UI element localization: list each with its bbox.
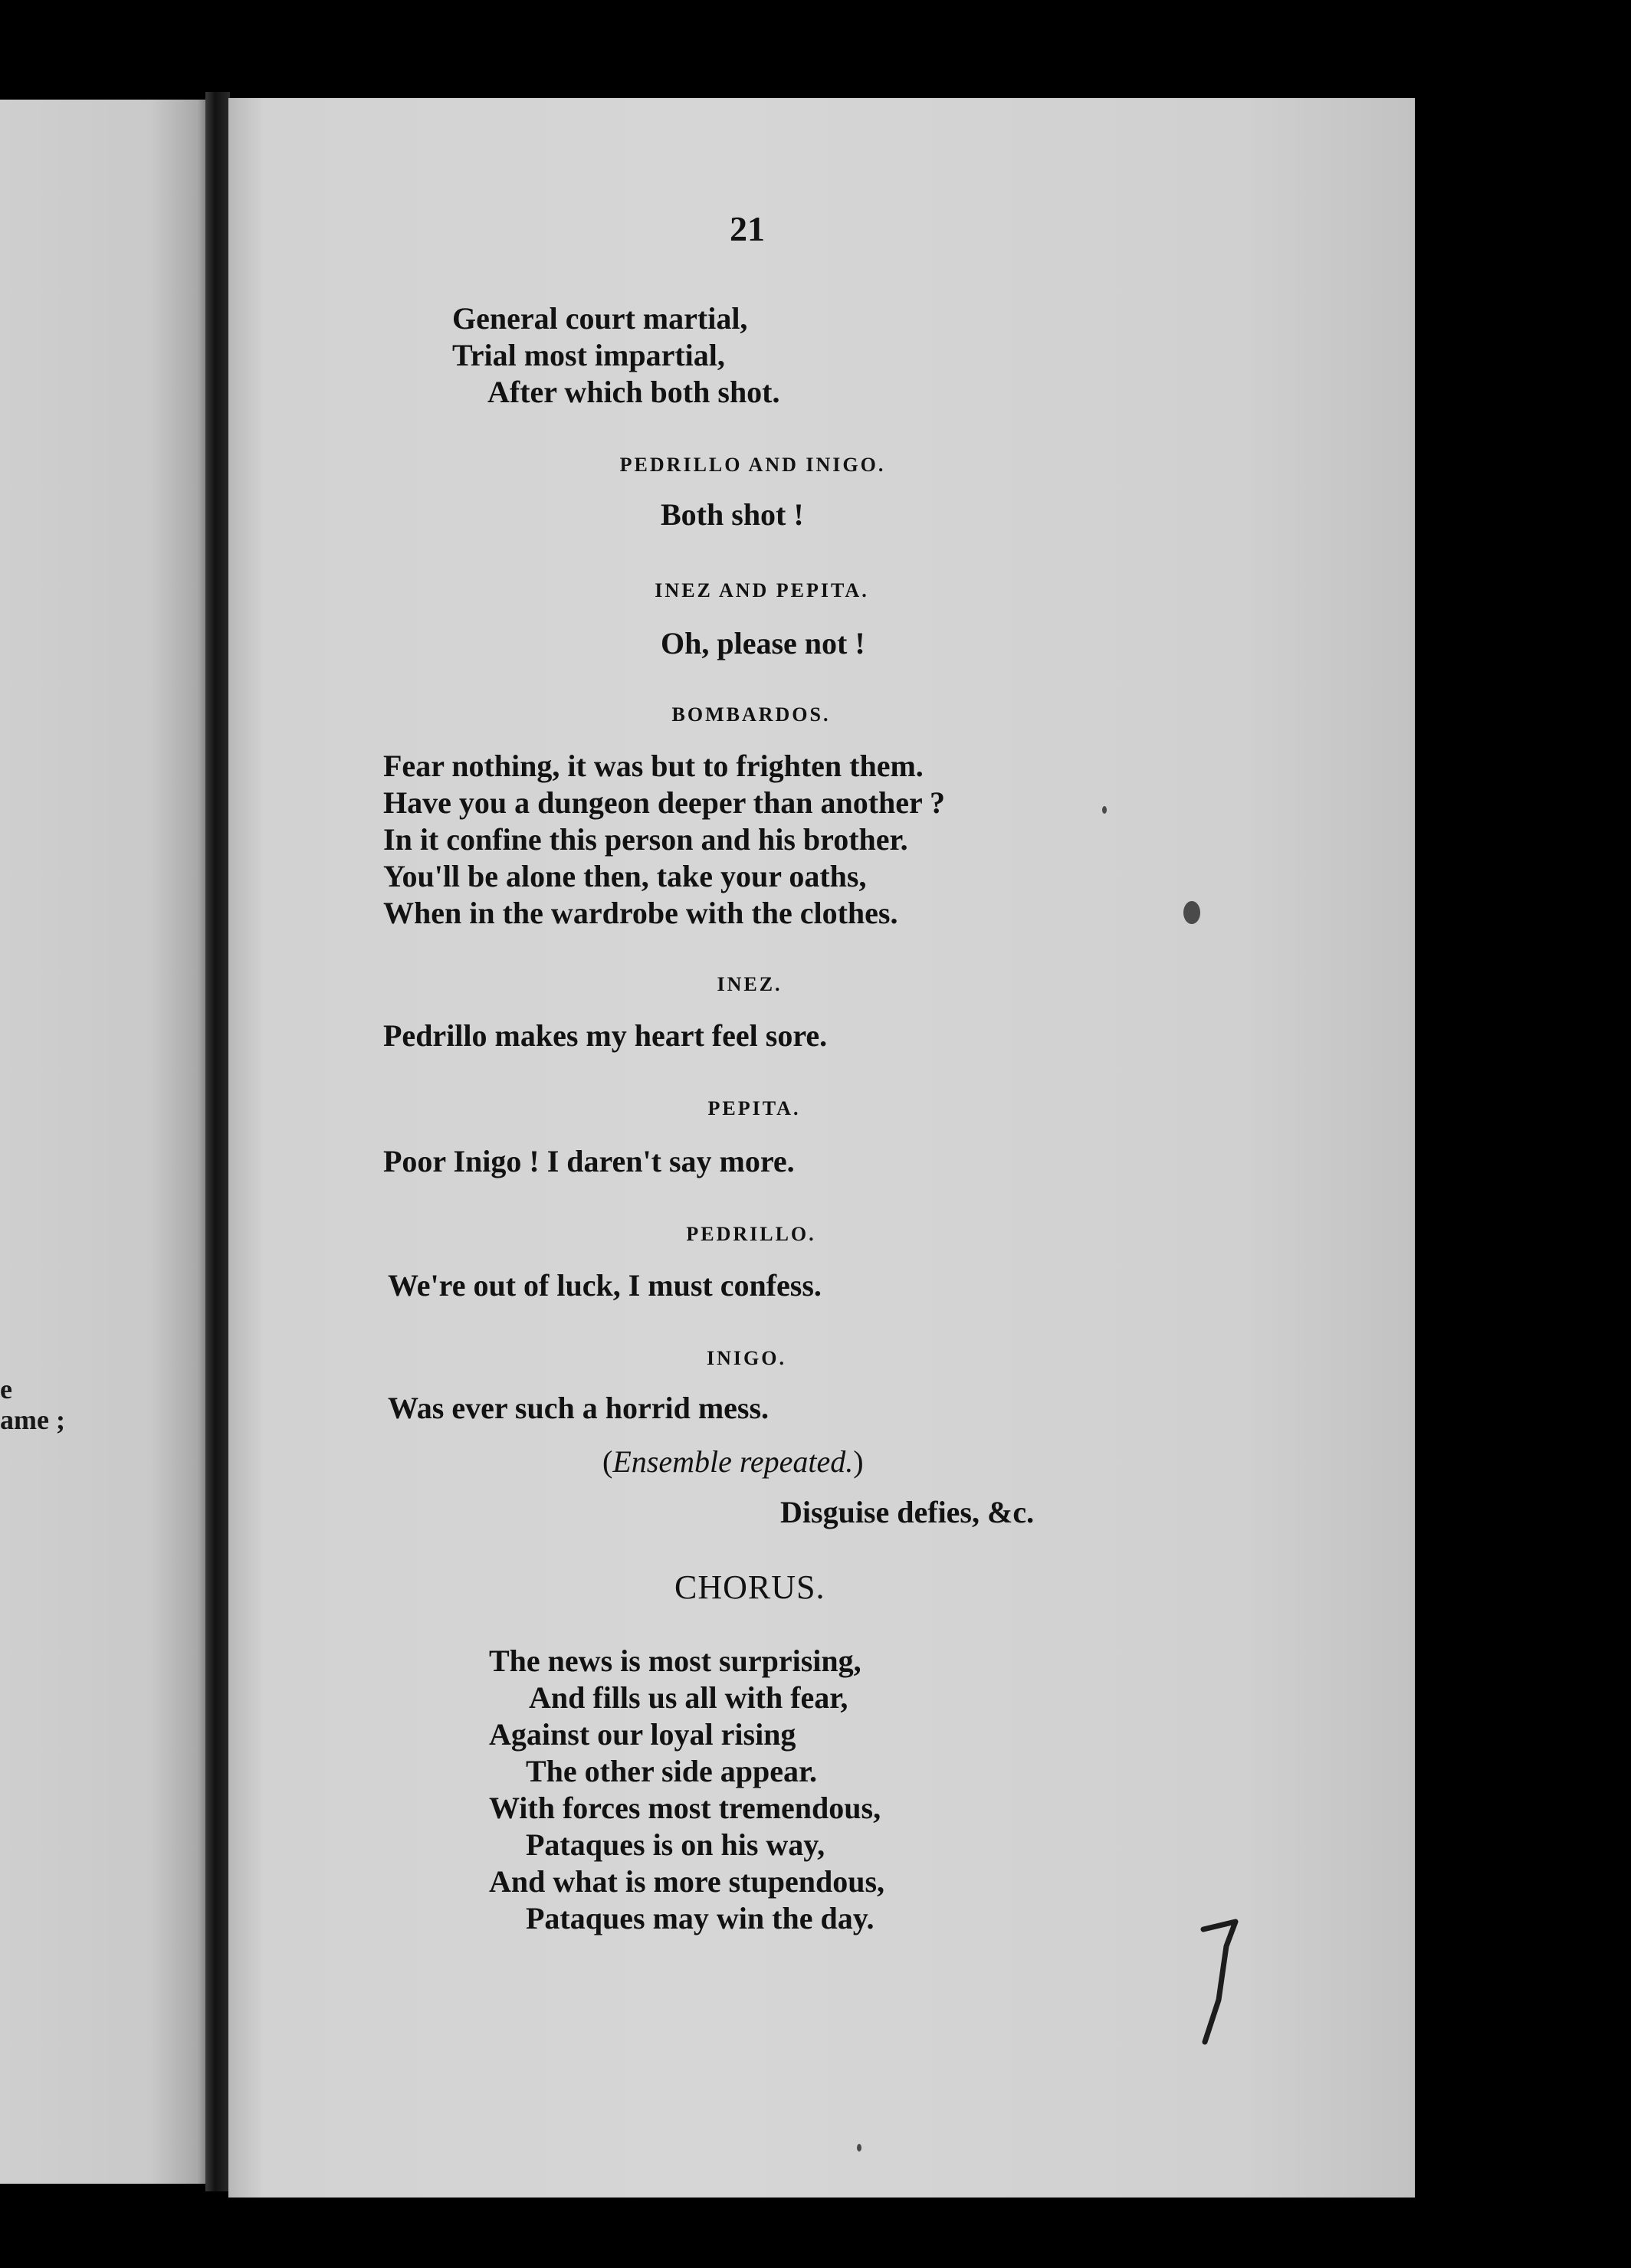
- speaker-heading: PEDRILLO AND INIGO.: [619, 454, 886, 476]
- ink-speck: [1102, 806, 1107, 814]
- dialogue-line: Was ever such a horrid mess.: [388, 1391, 770, 1425]
- dialogue-line: When in the wardrobe with the clothes.: [383, 896, 898, 930]
- previous-page-fragment: ame ;: [0, 1404, 65, 1435]
- dialogue-line: In it confine this person and his brother.: [383, 822, 908, 857]
- ink-blot: [1183, 901, 1200, 924]
- ink-speck: [857, 2144, 861, 2152]
- chorus-line: The other side appear.: [526, 1754, 818, 1788]
- dialogue-line: Have you a dungeon deeper than another ?: [383, 785, 946, 820]
- chorus-line: And fills us all with fear,: [529, 1680, 848, 1715]
- chorus-line: With forces most tremendous,: [489, 1791, 881, 1825]
- verse-line: After which both shot.: [487, 375, 780, 409]
- speaker-heading: INEZ AND PEPITA.: [655, 579, 869, 601]
- stage-direction-open: (: [602, 1444, 613, 1479]
- speaker-heading: PEPITA.: [707, 1097, 801, 1119]
- speaker-heading: INIGO.: [707, 1347, 786, 1369]
- book-gutter: [205, 92, 230, 2191]
- chorus-line: Against our loyal rising: [489, 1717, 796, 1752]
- speaker-heading: PEDRILLO.: [686, 1223, 816, 1245]
- stage-direction-close: ): [853, 1444, 864, 1479]
- speaker-heading: BOMBARDOS.: [671, 703, 831, 726]
- chorus-line: Pataques may win the day.: [526, 1901, 875, 1935]
- pencil-mark: [1196, 1916, 1257, 2053]
- dialogue-line: Both shot !: [661, 497, 804, 532]
- chorus-line: The news is most surprising,: [489, 1644, 861, 1678]
- stage-direction-text: Ensemble repeated.: [612, 1444, 854, 1479]
- verse-line: Trial most impartial,: [452, 338, 725, 372]
- chorus-heading: CHORUS.: [674, 1568, 825, 1606]
- verse-line: General court martial,: [452, 301, 748, 336]
- speaker-heading: INEZ.: [717, 973, 783, 995]
- dialogue-line: We're out of luck, I must confess.: [388, 1268, 822, 1303]
- dialogue-line: Oh, please not !: [661, 626, 865, 660]
- previous-page: [0, 100, 215, 2184]
- stage-direction: [602, 1444, 864, 1480]
- chorus-line: Pataques is on his way,: [526, 1827, 825, 1862]
- page-number: 21: [730, 209, 765, 248]
- chorus-line: And what is more stupendous,: [489, 1864, 885, 1899]
- repeat-cue: Disguise defies, &c.: [780, 1495, 1035, 1529]
- dialogue-line: Poor Inigo ! I daren't say more.: [383, 1144, 795, 1178]
- dialogue-line: Fear nothing, it was but to frighten them.: [383, 749, 924, 783]
- dialogue-line: Pedrillo makes my heart feel sore.: [383, 1018, 828, 1053]
- previous-page-fragment: e: [0, 1374, 12, 1404]
- dialogue-line: You'll be alone then, take your oaths,: [383, 859, 867, 893]
